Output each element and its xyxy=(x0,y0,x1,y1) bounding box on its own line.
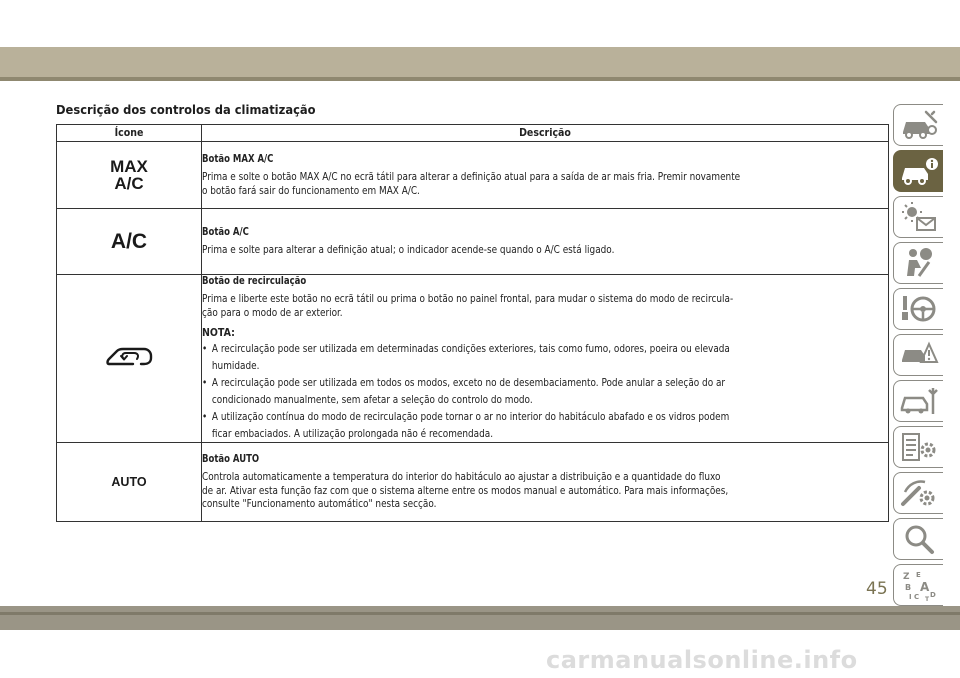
svg-text:A: A xyxy=(919,580,929,594)
ac-body-line1: Prima e solte para alterar a definição atual; o indicador acende-se quando o A/C está ligado. xyxy=(202,243,615,257)
recirculation-body-line2: ção para o modo de ar exterior. xyxy=(202,305,343,319)
page-number: 45 xyxy=(866,579,888,599)
car-info-icon xyxy=(899,154,939,188)
column-header-description: Descrição xyxy=(202,125,889,142)
climate-controls-table xyxy=(56,124,889,522)
svg-text:D: D xyxy=(929,591,936,599)
svg-text:T: T xyxy=(924,596,929,602)
recirculation-body-line1: Prima e liberte este botão no ecrã tátil ou prima o botão no painel frontal, para mudar o sistema do modo de recircula- xyxy=(202,292,734,305)
media-gear-icon xyxy=(899,476,939,510)
bullet-line2: ficar embaciados. A utilização prolongada não é recomendada. xyxy=(211,427,494,440)
section-title: Descrição dos controlos da climatização xyxy=(56,102,316,117)
table-header-row xyxy=(57,125,889,142)
bottom-divider-line xyxy=(0,612,960,615)
max-ac-body-line2: o botão fará sair do funcionamento em MAX A/C. xyxy=(202,183,420,197)
icon-cell xyxy=(57,209,202,275)
tab-driving[interactable] xyxy=(893,288,943,330)
tab-multimedia[interactable] xyxy=(893,472,943,514)
tab-car-tools[interactable] xyxy=(893,104,943,146)
bullet-line2: humidade. xyxy=(211,359,260,372)
recirculation-title: Botão de recirculação xyxy=(202,275,307,287)
max-ac-icon-line2: A/C xyxy=(114,174,144,193)
column-header-icon: Ícone xyxy=(57,125,202,142)
car-tools-icon xyxy=(899,108,939,142)
description-cell xyxy=(202,209,889,275)
note-bullet xyxy=(202,340,819,374)
top-decorative-band xyxy=(0,47,960,77)
max-ac-icon-line1: MAX xyxy=(110,157,148,176)
tab-search[interactable] xyxy=(893,518,943,560)
car-wrench-icon xyxy=(899,384,939,418)
note-title: NOTA: xyxy=(202,327,235,339)
bullet-line1: A recirculação pode ser utilizada em todos os modos, exceto no de desembaciamento. Pode anular a seleção do ar xyxy=(211,376,726,389)
bullet-line1: A recirculação pode ser utilizada em determinadas condições exteriores, tais como fumo, odores, poeira ou elevada xyxy=(211,342,730,355)
note-bullet-list xyxy=(202,340,888,442)
table-row xyxy=(57,443,889,522)
tab-emergency[interactable] xyxy=(893,334,943,376)
specifications-gear-icon xyxy=(899,430,939,464)
note-bullet xyxy=(202,408,819,442)
search-icon xyxy=(899,522,939,556)
note-bullet xyxy=(202,374,819,408)
auto-body-line1: Controla automaticamente a temperatura do interior do habitáculo ao ajustar a distribuição e a quantidade do fluxo xyxy=(202,470,721,484)
svg-text:B: B xyxy=(904,583,911,592)
description-cell xyxy=(202,443,889,522)
bottom-decorative-band xyxy=(0,606,960,630)
table-row xyxy=(57,142,889,209)
occupant-airbag-icon xyxy=(899,246,939,280)
auto-icon: AUTO xyxy=(111,475,147,489)
steering-wheel-icon xyxy=(899,292,939,326)
top-divider-line xyxy=(0,77,960,81)
chapter-tabs-sidebar xyxy=(893,104,943,610)
max-ac-body-line1: Prima e solte o botão MAX A/C no ecrã tátil para alterar a definição atual para a saída de ar mais fria. Premir novamente xyxy=(202,170,741,183)
tab-warning-lights[interactable] xyxy=(893,196,943,238)
car-hazard-icon xyxy=(899,338,939,372)
alphabet-index-icon xyxy=(899,568,939,602)
bullet-line1: A utilização contínua do modo de recirculação pode tornar o ar no interior do habitáculo abafado e os vidros podem xyxy=(211,410,730,423)
auto-body-line2: de ar. Ativar esta função faz com que o sistema alterne entre os modos manual e automático. Para mais informações, xyxy=(202,483,729,497)
tab-servicing[interactable] xyxy=(893,380,943,422)
icon-cell xyxy=(57,142,202,209)
ac-title: Botão A/C xyxy=(202,226,249,239)
svg-text:I C: I C xyxy=(908,593,919,601)
icon-cell xyxy=(57,443,202,522)
ac-icon: A/C xyxy=(110,229,148,253)
tab-index[interactable] xyxy=(893,564,943,606)
auto-title: Botão AUTO xyxy=(202,453,260,466)
recirculation-icon xyxy=(103,344,155,370)
warning-light-message-icon xyxy=(899,200,939,234)
auto-body-line3: consulte "Funcionamento automático" nesta secção. xyxy=(202,497,437,511)
bullet-dot: • xyxy=(202,376,208,389)
max-ac-title: Botão MAX A/C xyxy=(202,153,274,165)
description-cell xyxy=(202,275,889,443)
tab-safety[interactable] xyxy=(893,242,943,284)
watermark-text: carmanualsonline.info xyxy=(546,646,858,674)
max-ac-icon xyxy=(110,158,148,192)
description-cell xyxy=(202,142,889,209)
bullet-dot: • xyxy=(202,410,208,423)
tab-specifications[interactable] xyxy=(893,426,943,468)
icon-cell xyxy=(57,275,202,443)
bullet-dot: • xyxy=(202,342,208,355)
table-row xyxy=(57,209,889,275)
svg-text:Z: Z xyxy=(902,572,910,582)
svg-text:E: E xyxy=(915,571,921,579)
bullet-line2: condicionado manualmente, sem afetar a seleção do controlo do modo. xyxy=(211,393,533,406)
tab-car-info[interactable] xyxy=(893,150,943,192)
table-row xyxy=(57,275,889,443)
